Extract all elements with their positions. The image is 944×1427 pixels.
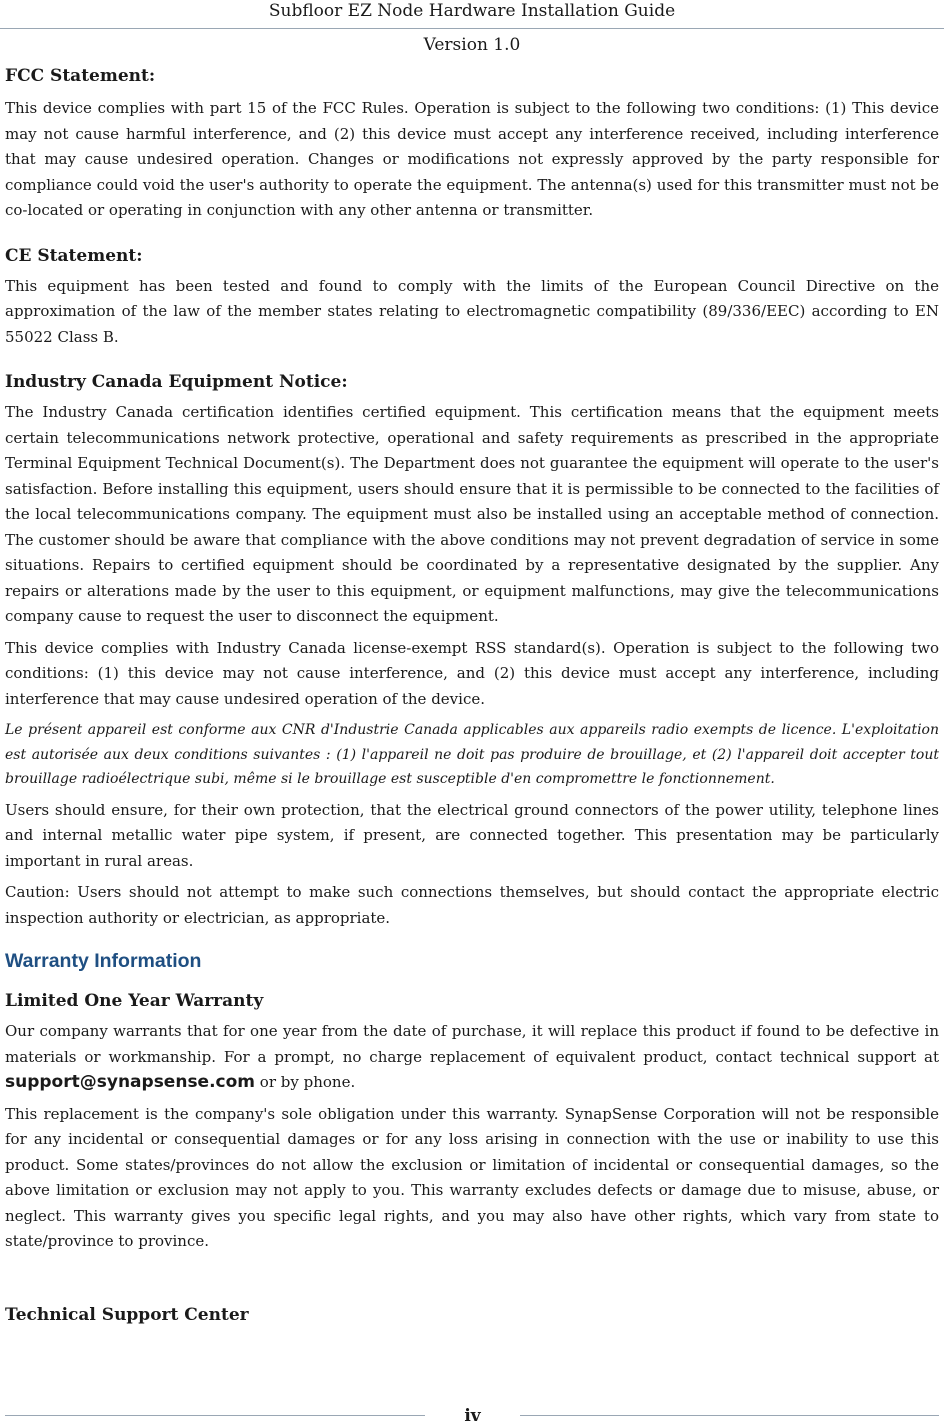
warranty-paragraph-1 <box>5 1019 939 1096</box>
warranty-text-before-email: Our company warrants that for one year from the date of purchase, it will replace this product if found to be defective in materials or workmanship. For a prompt, no charge replacement of equivalent product, contact technical support at <box>5 1022 939 1066</box>
fcc-heading: FCC Statement: <box>5 66 156 86</box>
page-number: iv <box>464 1406 481 1426</box>
header-divider <box>0 28 944 29</box>
warranty-subheading: Limited One Year Warranty <box>5 991 264 1011</box>
footer-divider-right <box>520 1415 939 1416</box>
footer-divider-left <box>5 1415 425 1416</box>
tech-support-heading: Technical Support Center <box>5 1304 249 1325</box>
ic-paragraph-1: The Industry Canada certification identifies certified equipment. This certification means that the equipment meets certain telecommunications network protective, operational and safety requirements as prescribed in the appropriate Terminal Equipment Technical Document(s). The Department does not guarantee the equipment will operate to the user's satisfaction. Before installing this equipment, users should ensure that it is permissible to be connected to the facilities of the local telecommunications company. The equipment must also be installed using an acceptable method of connection. The customer should be aware that compliance with the above conditions may not prevent degradation of service in some situations. Repairs to certified equipment should be coordinated by a representative designated by the supplier. Any repairs or alterations made by the user to this equipment, or equipment malfunctions, may give the telecommunications company cause to request the user to disconnect the equipment. <box>5 403 939 625</box>
warranty-heading: Warranty Information <box>5 950 202 972</box>
ce-paragraph: This equipment has been tested and found to comply with the limits of the European Council Directive on the approximation of the law of the member states relating to electromagnetic compatibility (89/336/EEC) according to EN 55022 Class B. <box>5 276 939 346</box>
document-title: Subfloor EZ Node Hardware Installation Guide <box>268 1 676 21</box>
fcc-paragraph: This device complies with part 15 of the FCC Rules. Operation is subject to the following two conditions: (1) This device may not cause harmful interference, and (2) this device must accept any interference received, including interference that may cause undesired operation. Changes or modifications not expressly approved by the party responsible for compliance could void the user's authority to operate the equipment. The antenna(s) used for this transmitter must not be co-located or operating in conjunction with any other antenna or transmitter. <box>5 99 939 219</box>
ce-heading: CE Statement: <box>5 245 143 266</box>
warranty-paragraph-2: This replacement is the company's sole obligation under this warranty. SynapSense Corporation will not be responsible for any incidental or consequential damages or for any loss arising in connection with the use or inability to use this product. Some states/provinces do not allow the exclusion or limitation of incidental or consequential damages, so the above limitation or exclusion may not apply to you. This warranty excludes defects or damage due to misuse, abuse, or neglect. This warranty gives you specific legal rights, and you may also have other rights, which vary from state to state/province to province. <box>5 1104 939 1250</box>
ic-paragraph-french: Le présent appareil est conforme aux CNR d'Industrie Canada applicables aux appareils radio exempts de licence. L'exploitation est autorisée aux deux conditions suivantes : (1) l'appareil ne doit pas produire de brouillage, et (2) l'appareil doit accepter tout brouillage radioélectrique subi, même si le brouillage est susceptible d'en compromettre le fonctionnement. <box>5 722 939 787</box>
document-body <box>5 64 939 1327</box>
ic-paragraph-grounding: Users should ensure, for their own protection, that the electrical ground connectors of the power utility, telephone lines and internal metallic water pipe system, if present, are connected together. This presentation may be particularly important in rural areas. <box>5 800 939 870</box>
support-email-link[interactable]: support@synapsense.com <box>5 1072 256 1092</box>
ic-paragraph-2: This device complies with Industry Canada license-exempt RSS standard(s). Operation is subject to the following two conditions: (1) this device may not cause interference, and (2) this device must accept any interference, including interference that may cause undesired operation of the device. <box>5 638 939 708</box>
document-version: Version 1.0 <box>423 35 521 55</box>
ic-heading: Industry Canada Equipment Notice: <box>5 372 348 392</box>
ic-paragraph-caution: Caution: Users should not attempt to make such connections themselves, but should contact the appropriate electric inspection authority or electrician, as appropriate. <box>5 883 939 927</box>
warranty-text-after-email: or by phone. <box>255 1073 356 1091</box>
